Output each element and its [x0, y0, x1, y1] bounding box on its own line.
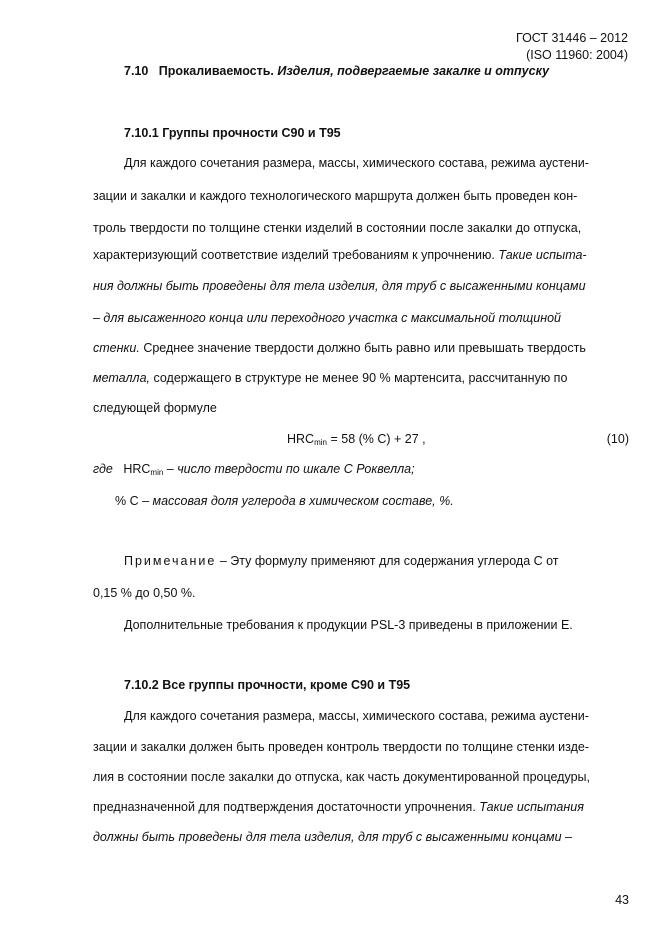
paragraph-line: зации и закалки и каждого технологического маршрута должен быть проведен кон-	[93, 189, 578, 203]
section-title-italic: Изделия, подвергаемые закалке и отпуску	[277, 64, 550, 78]
paragraph-line: троль твердости по толщине стенки изделий в состоянии после закалки до отпуска,	[93, 221, 582, 235]
legend-subscript: min	[150, 468, 164, 477]
paragraph-line: лия в состоянии после закалки до отпуска, как часть документированной процедуры,	[93, 770, 590, 784]
text-run-italic: стенки.	[93, 341, 140, 355]
legend-symbol: HRC	[123, 462, 151, 476]
section-7-10-heading	[124, 63, 549, 79]
text-run: предназначенной для подтверждения достаточности упрочнения.	[93, 800, 476, 814]
formula-expression: = 58 (% С) + 27 ,	[330, 432, 426, 446]
section-7-10-1-heading: 7.10.1 Группы прочности С90 и Т95	[124, 126, 341, 140]
paragraph-line: Для каждого сочетания размера, массы, химического состава, режима аустени-	[124, 709, 589, 723]
standard-number: ГОСТ 31446 – 2012	[516, 31, 628, 45]
paragraph-line	[93, 247, 587, 263]
paragraph-line	[93, 799, 584, 815]
paragraph-line	[93, 340, 586, 356]
text-run-italic: Такие испытания	[479, 800, 584, 814]
iso-reference: (ISO 11960: 2004)	[526, 48, 628, 62]
paragraph-line: должны быть проведены для тела изделия, для труб с высаженными концами –	[93, 830, 572, 844]
formula-legend-line	[115, 493, 454, 509]
text-run: содержащего в структуре не менее 90 % мартенсита, рассчитанную по	[153, 371, 568, 385]
where-word: где	[93, 462, 113, 476]
note-text: – Эту формулу применяют для содержания углерода С от	[216, 554, 559, 568]
note-label: Примечание	[124, 554, 217, 568]
legend-symbol: % С	[115, 494, 139, 508]
formula	[287, 431, 426, 451]
formula-legend-line	[93, 461, 415, 481]
formula-number: (10)	[606, 432, 629, 446]
text-run: характеризующий соответствие изделий требованиям к упрочнению.	[93, 248, 495, 262]
paragraph-line: – для высаженного конца или переходного участка с максимальной толщиной	[93, 311, 561, 325]
paragraph-line	[93, 370, 567, 386]
paragraph-line: Для каждого сочетания размера, массы, химического состава, режима аустени-	[124, 156, 589, 170]
section-title: Прокаливаемость.	[158, 64, 274, 78]
section-7-10-2-heading: 7.10.2 Все группы прочности, кроме С90 и Т95	[124, 678, 411, 692]
page-number: 43	[615, 893, 629, 907]
note	[124, 553, 559, 569]
formula-symbol: HRC	[287, 432, 315, 446]
paragraph-line: Дополнительные требования к продукции PSL-3 приведены в приложении Е.	[124, 618, 573, 632]
text-run-italic: Такие испыта-	[498, 248, 587, 262]
paragraph-line: ния должны быть проведены для тела изделия, для труб с высаженными концами	[93, 279, 586, 293]
paragraph-line: зации и закалки должен быть проведен контроль твердости по толщине стенки изде-	[93, 740, 590, 754]
legend-definition: – массовая доля углерода в химическом составе, %.	[142, 494, 454, 508]
text-run-italic: металла,	[93, 371, 150, 385]
formula-subscript: min	[314, 438, 327, 447]
note-continuation: 0,15 % до 0,50 %.	[93, 586, 196, 600]
legend-definition: – число твердости по шкале С Роквелла;	[166, 462, 415, 476]
paragraph-line: следующей формуле	[93, 401, 217, 415]
section-number: 7.10	[124, 64, 149, 78]
text-run: Среднее значение твердости должно быть равно или превышать твердость	[143, 341, 586, 355]
